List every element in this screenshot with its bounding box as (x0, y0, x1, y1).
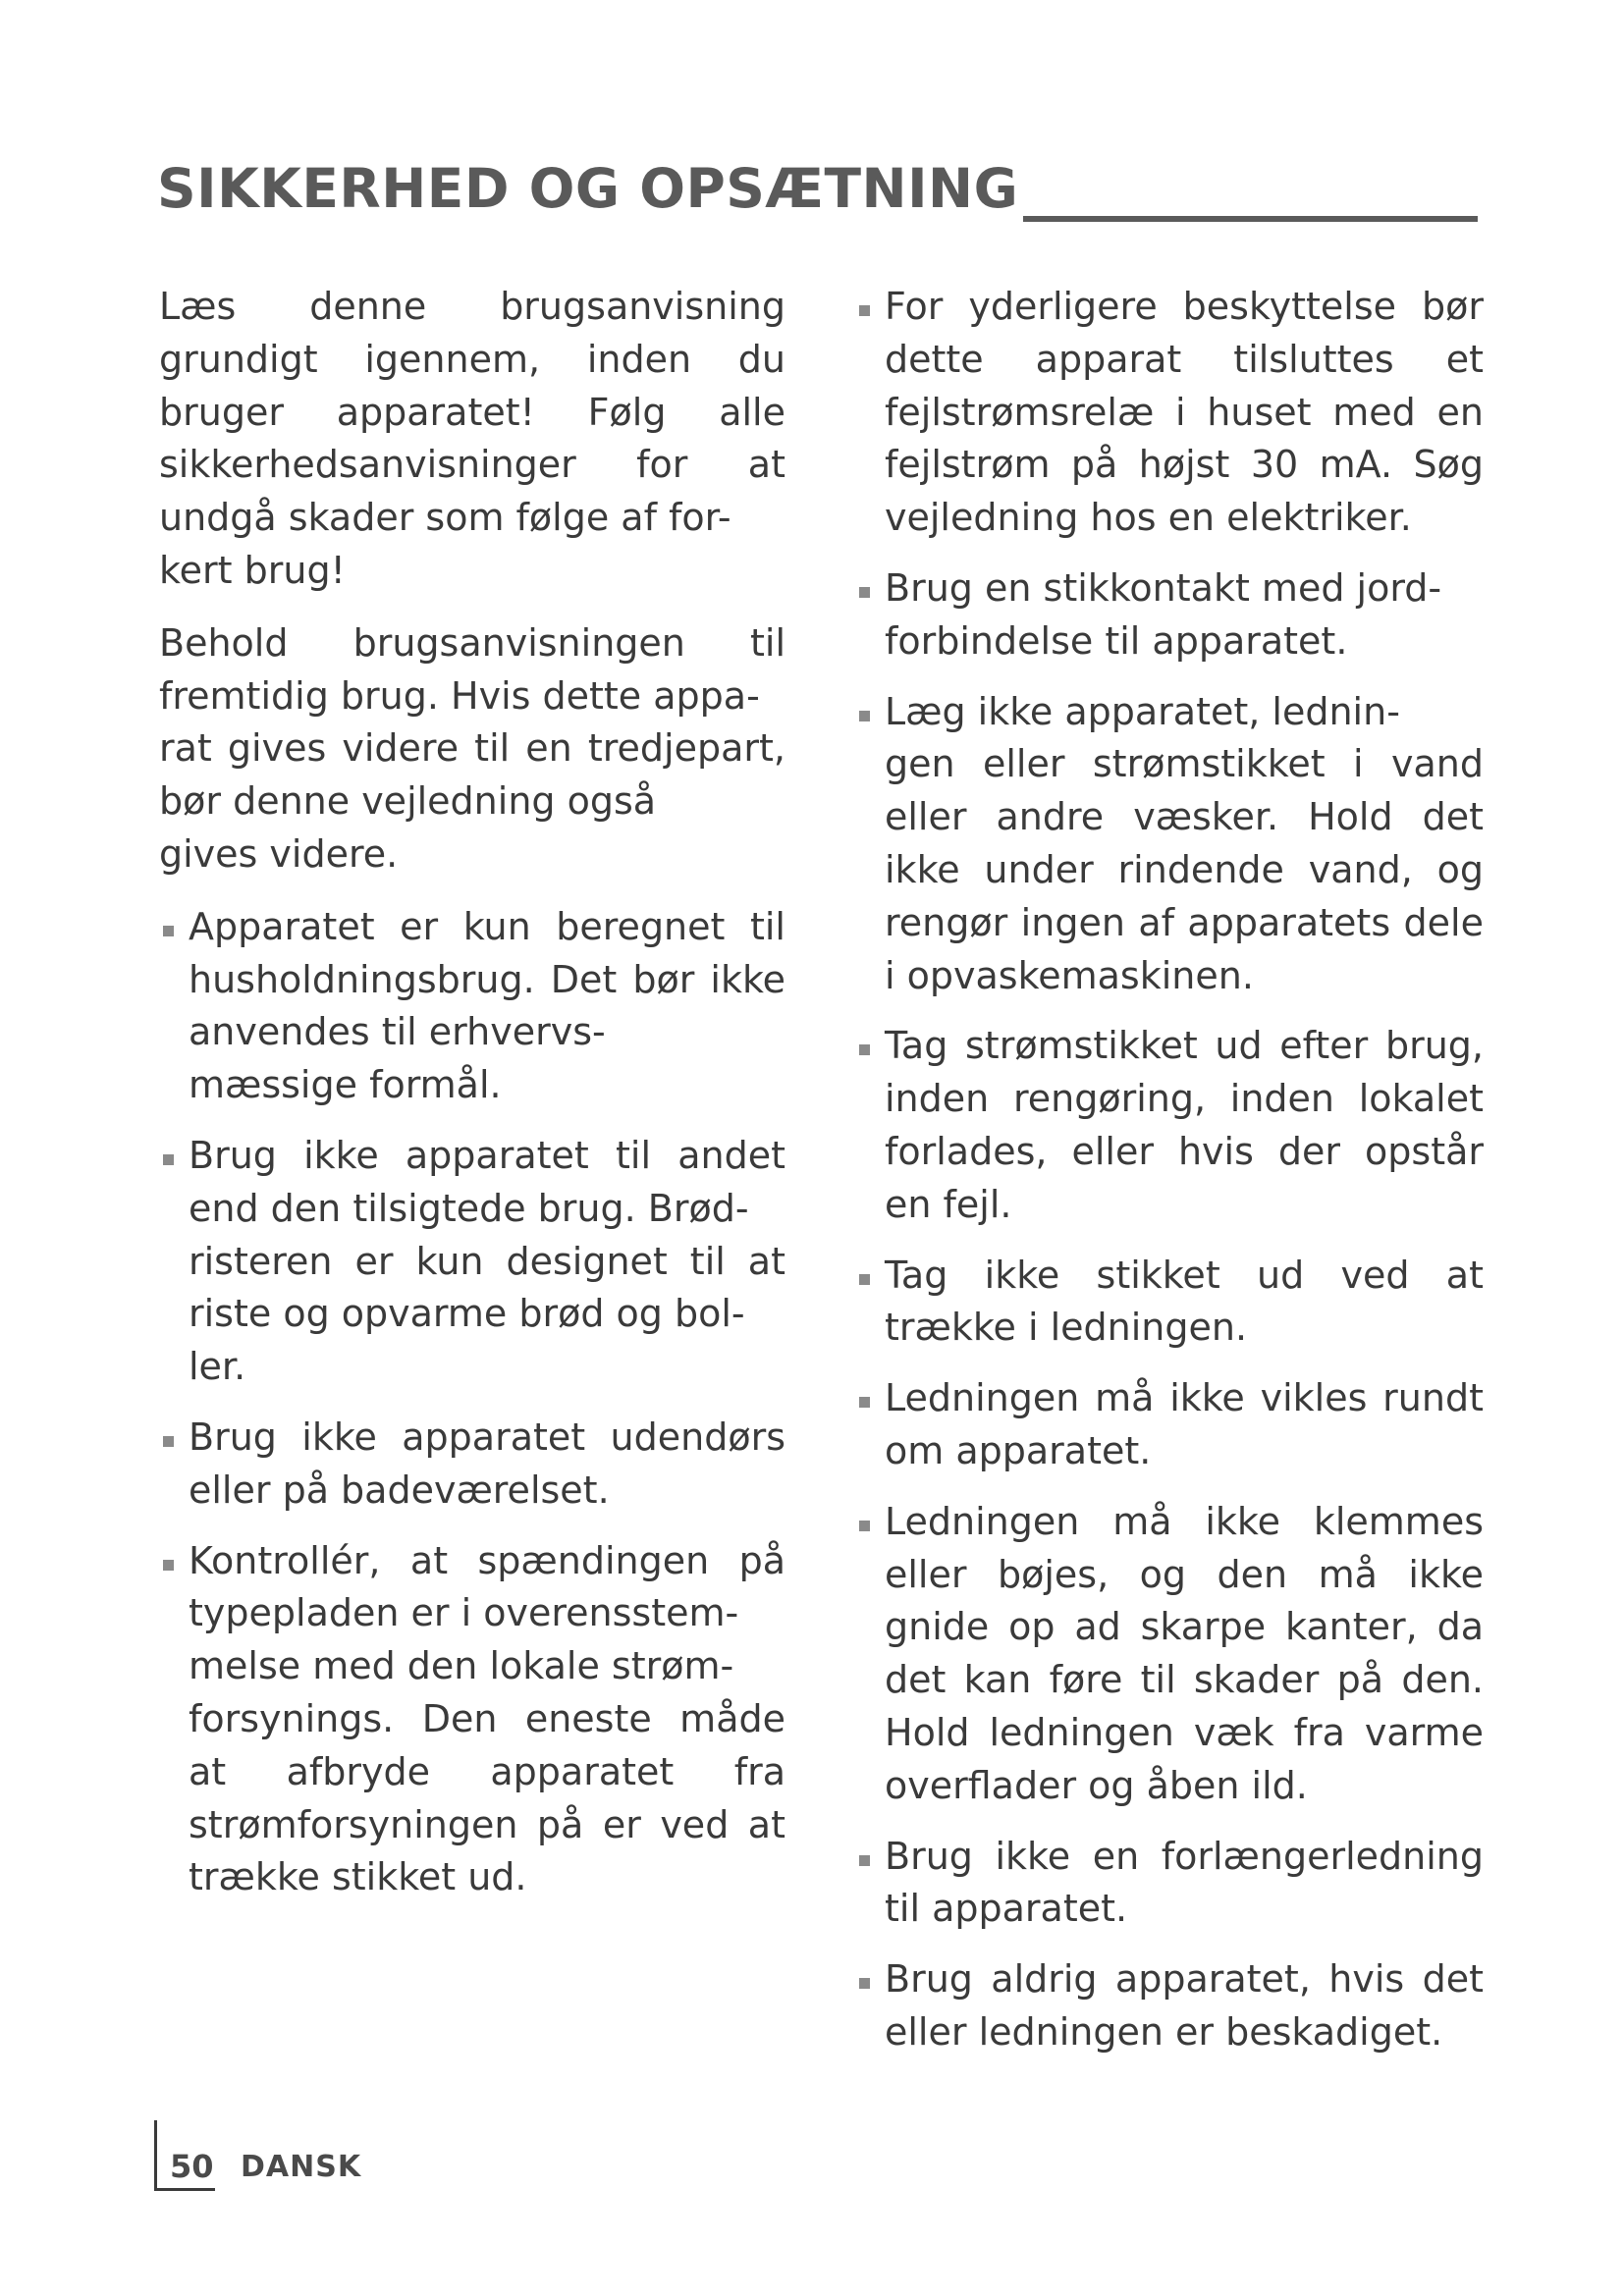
bullet-text: Læg ikke apparatet, lednin- gen eller strømstikket i vand eller andre væsker. Hold det ikke under rindende vand, og rengør ingen af apparatets dele i opvaskemaskinen. (885, 689, 1484, 997)
bullet-item (855, 1953, 1484, 2059)
bullet-item (855, 686, 1484, 1003)
square-bullet-icon (859, 305, 870, 316)
square-bullet-icon (163, 926, 174, 936)
language-label: DANSK (241, 2150, 362, 2184)
bullet-item (855, 1020, 1484, 1231)
bullet-item (855, 562, 1484, 668)
bullet-text: For yderligere beskyttelse bør dette apparat tilsluttes et fejlstrømsrelæ i huset med en fejlstrøm på højst 30 mA. Søg vejledning hos en elektriker. (885, 285, 1484, 540)
intro-paragraph: Læs denne brugsanvisning grundigt igennem, inden du bruger apparatet! Følg alle sikkerhedsanvisninger for at undgå skader som følge af for- kert brug! (159, 285, 785, 592)
square-bullet-icon (859, 1978, 870, 1989)
bullet-item (159, 901, 785, 1112)
left-column (159, 281, 785, 1922)
footer-underline (154, 2188, 215, 2191)
bullet-item (855, 1250, 1484, 1356)
page-footer (154, 2120, 409, 2199)
square-bullet-icon (859, 711, 870, 721)
square-bullet-icon (859, 1044, 870, 1055)
title-rule (1023, 216, 1478, 222)
square-bullet-icon (163, 1436, 174, 1447)
bullet-text: Tag ikke stikket ud ved at trække i ledningen. (885, 1253, 1484, 1350)
bullet-item (159, 1535, 785, 1905)
bullet-text: Brug aldrig apparatet, hvis det eller ledningen er beskadiget. (885, 1957, 1484, 2054)
bullet-text: Ledningen må ikke klemmes eller bøjes, og den må ikke gnide op ad skarpe kanter, da det kan føre til skader på den. Hold ledningen væk fra varme overflader og åben ild. (885, 1499, 1484, 1807)
square-bullet-icon (163, 1560, 174, 1571)
intro-paragraph: Behold brugsanvisningen til fremtidig brug. Hvis dette appa- rat gives videre til en tredjepart, bør denne vejledning også gives videre. (159, 620, 785, 876)
page-number: 50 (170, 2148, 214, 2185)
bullet-text: Brug ikke en forlængerledning til apparatet. (885, 1834, 1484, 1931)
bullet-text: Ledningen må ikke vikles rundt om apparatet. (885, 1376, 1484, 1472)
bullet-text: Brug ikke apparatet til andet end den tilsigtede brug. Brød- risteren er kun designet til at riste og opvarme brød og bol- ler. (189, 1133, 785, 1389)
bullet-item (855, 1372, 1484, 1478)
square-bullet-icon (859, 1521, 870, 1531)
footer-bracket (154, 2120, 157, 2191)
bullet-text: Tag strømstikket ud efter brug, inden rengøring, inden lokalet forlades, eller hvis der opstår en fejl. (885, 1024, 1484, 1226)
bullet-text: Apparatet er kun beregnet til husholdningsbrug. Det bør ikke anvendes til erhvervs- mæssige formål. (189, 904, 785, 1107)
bullet-text: Brug ikke apparatet udendørs eller på badeværelset. (189, 1415, 785, 1512)
bullet-item (855, 1831, 1484, 1937)
right-column (855, 281, 1484, 2077)
square-bullet-icon (163, 1154, 174, 1165)
bullet-item (159, 1130, 785, 1394)
square-bullet-icon (859, 1397, 870, 1408)
bullet-item (159, 1412, 785, 1518)
bullet-text: Brug en stikkontakt med jord- forbindelse til apparatet. (885, 565, 1442, 663)
page-title: SIKKERHED OG OPSÆTNING (157, 157, 1019, 220)
square-bullet-icon (859, 1274, 870, 1285)
bullet-item (855, 1496, 1484, 1813)
section-header (157, 147, 1478, 236)
square-bullet-icon (859, 587, 870, 598)
bullet-item (855, 281, 1484, 545)
bullet-text: Kontrollér, at spændingen på typepladen er i overensstem- melse med den lokale strøm- forsynings. Den eneste måde at afbryde apparatet fra strømforsyningen på er ved at trække stikket ud. (189, 1538, 785, 1899)
square-bullet-icon (859, 1855, 870, 1866)
